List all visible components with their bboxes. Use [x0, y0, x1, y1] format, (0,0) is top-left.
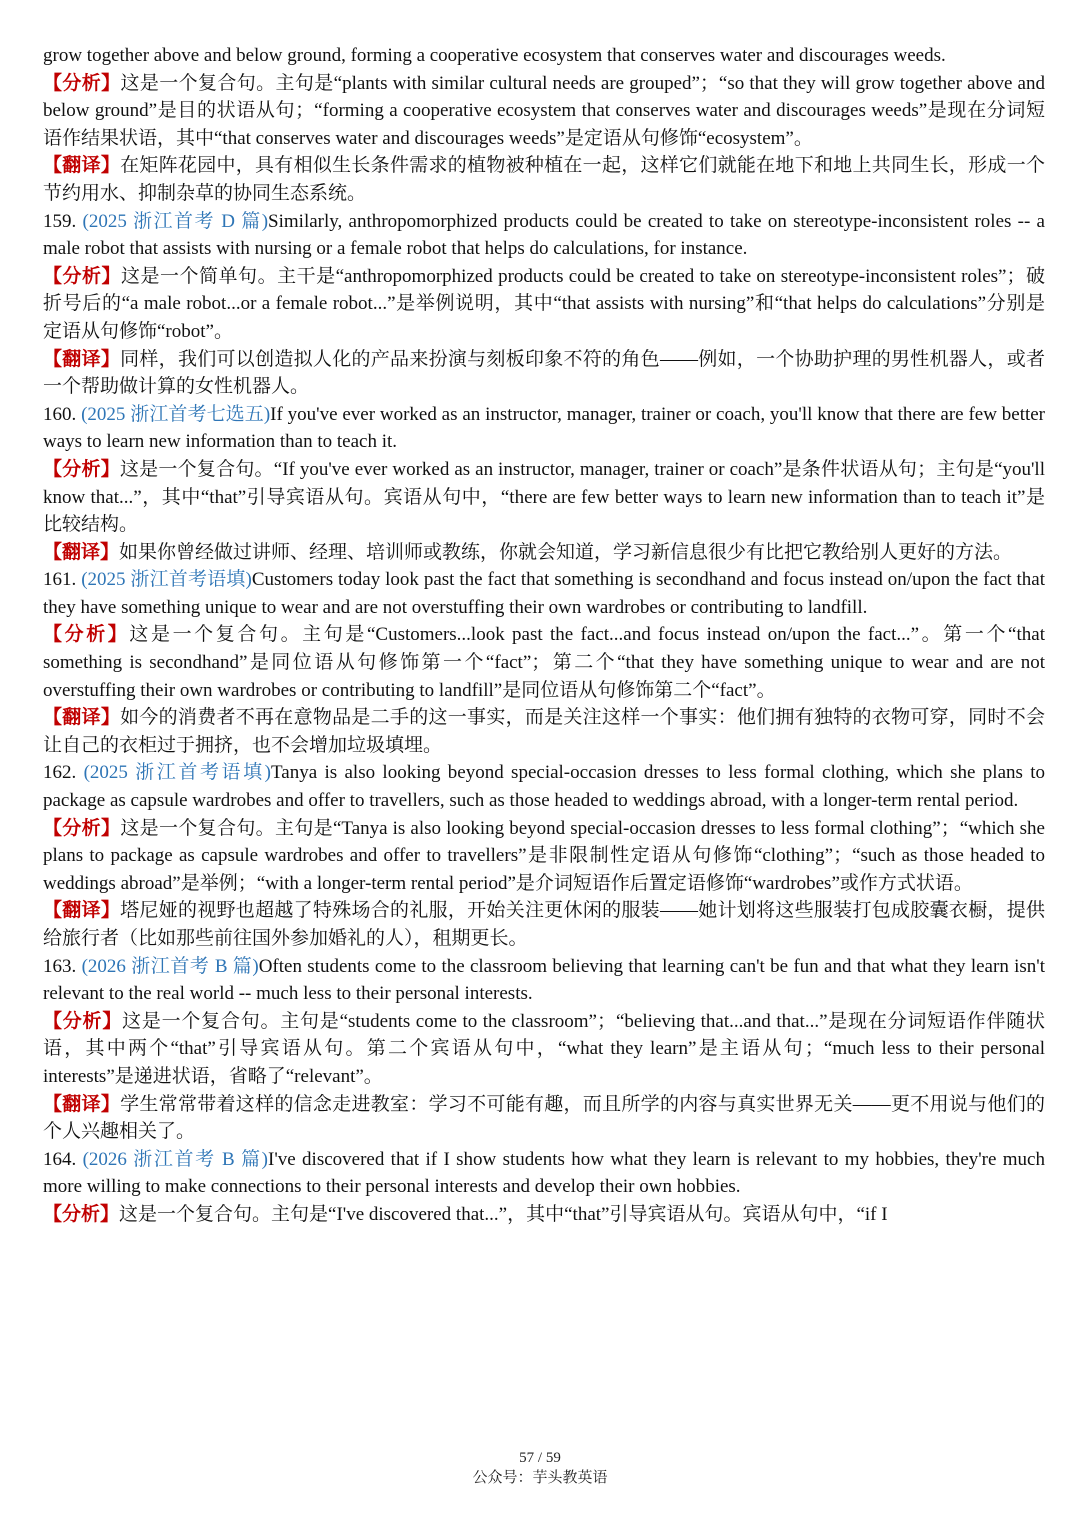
- translation-text: 塔尼娅的视野也超越了特殊场合的礼服，开始关注更休闲的服装——她计划将这些服装打包成胶囊衣橱，提供给旅行者（比如那些前往国外参加婚礼的人），租期更长。: [43, 900, 1045, 949]
- page-footer: [0, 1448, 1080, 1488]
- analysis-text: 这是一个复合句。主句是“students come to the classroom”；“believing that...and that...”是现在分词短语作伴随状语，其中两个“that”引导宾语从句。第二个宾语从句中，“what they learn”是主语从句；“much less to their personal interests”是递进状语，省略了“relevant”。: [43, 1010, 1045, 1087]
- lead-in-analysis: [43, 70, 1045, 153]
- analysis-text: 这是一个复合句。主句是“Tanya is also looking beyond special-occasion dresses to less formal clothing”；“which she plans to package as capsule wardrobes and offer to travellers”是非限制性定语从句修饰“clothing”；“such as those headed to weddings abroad”是举例；“with a longer-term rental period”是介词短语作后置定语修饰“wardrobes”或作方式状语。: [43, 817, 1045, 894]
- item-162-sentence: [43, 759, 1045, 814]
- item-160-analysis: [43, 456, 1045, 539]
- item-164-analysis: [43, 1201, 1045, 1229]
- translation-label: 【翻译】: [43, 541, 120, 563]
- analysis-label: 【分析】: [43, 1203, 120, 1225]
- page-number: 57 / 59: [519, 1450, 561, 1466]
- translation-label: 【翻译】: [43, 1093, 121, 1115]
- item-sentence-text: If you've ever worked as an instructor, manager, trainer or coach, you'll know that there are few better ways to learn new information than to teach it.: [43, 403, 1046, 453]
- item-162-analysis: [43, 815, 1045, 898]
- translation-label: 【翻译】: [43, 348, 121, 370]
- item-161-translation: [43, 704, 1045, 759]
- item-source: (2025 浙江首考七选五): [81, 403, 271, 425]
- analysis-label: 【分析】: [43, 265, 122, 287]
- translation-text: 学生常常带着这样的信念走进教室：学习不可能有趣，而且所学的内容与真实世界无关——更不用说与他们的个人兴趣相关了。: [43, 1093, 1045, 1143]
- analysis-text: 这是一个复合句。主句是“I've discovered that...”，其中“that”引导宾语从句。宾语从句中，“if I: [119, 1203, 888, 1225]
- analysis-label: 【分析】: [43, 624, 130, 646]
- translation-label: 【翻译】: [43, 155, 121, 177]
- item-number: 162.: [43, 762, 77, 784]
- item-159-translation: [43, 346, 1045, 401]
- analysis-label: 【分析】: [43, 1010, 123, 1032]
- translation-label: 【翻译】: [43, 707, 121, 729]
- item-163-analysis: [43, 1008, 1045, 1091]
- item-164-sentence: [43, 1146, 1045, 1201]
- footer-account: 公众号：芋头教英语: [472, 1470, 608, 1486]
- item-number: 160.: [43, 403, 77, 425]
- item-159-sentence: [43, 208, 1045, 263]
- lead-in-sentence-text: grow together above and below ground, forming a cooperative ecosystem that conserves water and discourages weeds.: [43, 45, 946, 66]
- lead-in-sentence: [43, 42, 1045, 70]
- analysis-text: 这是一个复合句。主句是“plants with similar cultural needs are grouped”；“so that they will grow together above and below ground”是目的状语从句；“forming a cooperative ecosystem that conserves water and discourages weeds”是现在分词短语作结果状语，其中“that conserves water and discourages weeds”是定语从句修饰“ecosystem”。: [43, 72, 1045, 149]
- analysis-text: 这是一个复合句。主句是“Customers...look past the fact...and focus instead on/upon the fact...”。第一个“that something is secondhand”是同位语从句修饰第一个“fact”；第二个“that they have something unique to wear and are not overstuffing their own wardrobes or contributing to landfill”是同位语从句修饰第二个“fact”。: [43, 624, 1045, 701]
- item-number: 159.: [43, 210, 77, 232]
- item-source: (2025 浙江首考 D 篇): [82, 210, 269, 232]
- item-160-sentence: [43, 401, 1045, 456]
- item-159-analysis: [43, 263, 1045, 346]
- item-sentence-text: Customers today look past the fact that something is secondhand and focus instead on/upon the fact that they have something unique to wear and are not overstuffing their own wardrobes or contributing to landfill.: [43, 569, 1046, 618]
- item-source: (2026 浙江首考 B 篇): [82, 1148, 268, 1170]
- item-162-translation: [43, 897, 1045, 952]
- item-sentence-text: Often students come to the classroom believing that learning can't be fun and that what they learn isn't relevant to the real world -- much less to their personal interests.: [43, 955, 1046, 1005]
- item-number: 164.: [43, 1148, 77, 1170]
- analysis-label: 【分析】: [43, 817, 121, 839]
- translation-text: 如今的消费者不再在意物品是二手的这一事实，而是关注这样一个事实：他们拥有独特的衣物可穿，同时不会让自己的衣柜过于拥挤，也不会增加垃圾填埋。: [43, 707, 1045, 756]
- translation-text: 同样，我们可以创造拟人化的产品来扮演与刻板印象不符的角色——例如，一个协助护理的男性机器人，或者一个帮助做计算的女性机器人。: [43, 348, 1045, 398]
- item-number: 163.: [43, 955, 77, 977]
- item-number: 161.: [43, 569, 77, 591]
- item-sentence-text: Similarly, anthropomorphized products could be created to take on stereotype-inconsistent roles -- a male robot that assists with nursing or a female robot that helps do calculations, for instance.: [43, 210, 1045, 260]
- item-source: (2025 浙江首考语填): [81, 569, 252, 591]
- item-161-analysis: [43, 621, 1045, 704]
- translation-text: 在矩阵花园中，具有相似生长条件需求的植物被种植在一起，这样它们就能在地下和地上共同生长，形成一个节约用水、抑制杂草的协同生态系统。: [43, 155, 1045, 204]
- analysis-text: 这是一个简单句。主干是“anthropomorphized products could be created to take on stereotype-inconsistent roles”；破折号后的“a male robot...or a female robot...”是举例说明，其中“that assists with nursing”和“that helps do calculations”分别是定语从句修饰“robot”。: [43, 265, 1045, 342]
- item-sentence-text: I've discovered that if I show students how what they learn is relevant to my hobbies, they're much more willing to make connections to their personal interests and develop their own hobbies.: [43, 1148, 1045, 1198]
- item-163-translation: [43, 1091, 1045, 1146]
- page-content: [43, 42, 1045, 1229]
- item-161-sentence: [43, 566, 1045, 621]
- lead-in-translation: [43, 152, 1045, 207]
- item-sentence-text: Tanya is also looking beyond special-occasion dresses to less formal clothing, which she plans to package as capsule wardrobes and offer to travellers, such as those headed to weddings abroad, with a longer-term rental period.: [43, 762, 1045, 812]
- item-160-translation: [43, 539, 1045, 567]
- item-source: (2026 浙江首考 B 篇): [81, 955, 259, 977]
- analysis-label: 【分析】: [43, 458, 120, 480]
- item-source: (2025 浙江首考语填): [83, 762, 272, 784]
- translation-label: 【翻译】: [43, 900, 121, 922]
- analysis-label: 【分析】: [43, 72, 121, 94]
- item-163-sentence: [43, 953, 1045, 1008]
- analysis-text: 这是一个复合句。“If you've ever worked as an instructor, manager, trainer or coach”是条件状语从句；主句是“you'll know that...”，其中“that”引导宾语从句。宾语从句中，“there are few better ways to learn new information than to teach it”是比较结构。: [43, 458, 1045, 536]
- translation-text: 如果你曾经做过讲师、经理、培训师或教练，你就会知道，学习新信息很少有比把它教给别人更好的方法。: [119, 541, 1013, 563]
